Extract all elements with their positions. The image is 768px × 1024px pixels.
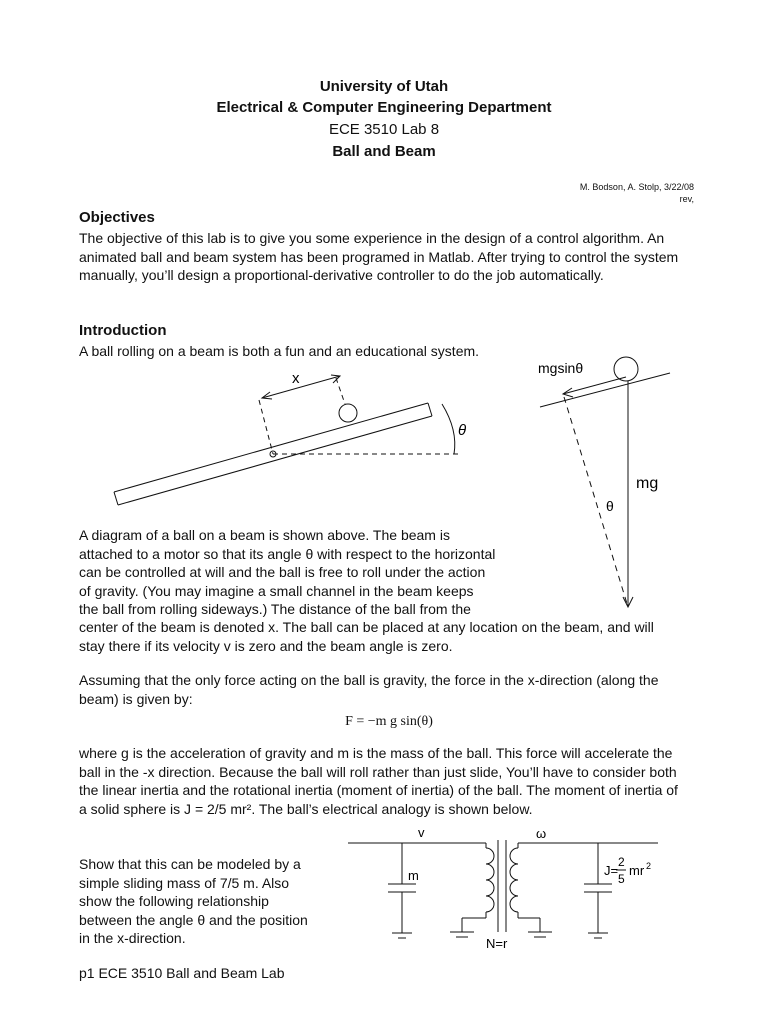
diagram-line: the ball from rolling sideways.) The distance of the ball from the xyxy=(79,601,471,617)
diagram-line: A diagram of a ball on a beam is shown above. The beam is xyxy=(79,527,450,543)
lab-title: Ball and Beam xyxy=(332,143,436,160)
x-arrow xyxy=(262,375,340,399)
label-frac-num: 2 xyxy=(618,855,625,869)
diagram-description xyxy=(79,526,539,619)
label-turns-ratio: N=r xyxy=(486,936,508,950)
gravity-paragraph: where g is the acceleration of gravity and m is the mass of the ball. This force will accelerate the ball in the -x direction. Because the ball will roll rather than just slide, You’ll have to consider both the linear inertia and the rotational inertia (moment of inertia) of the ball. The moment of inertia of a solid sphere is J = 2/5 mr². The ball’s electrical analogy is shown below. xyxy=(79,745,678,817)
objectives-text: The objective of this lab is to give you some experience in the design of a control algorithm. An animated ball and beam system has been programed in Matlab. After trying to control the system manually, you’ll design a proportional-derivative controller to do the job automatically. xyxy=(79,230,679,283)
author-block xyxy=(580,181,694,205)
model-line: show the following relationship xyxy=(79,893,269,909)
label-sup: 2 xyxy=(646,861,652,871)
label-mgsin: mgsinθ xyxy=(538,360,584,376)
objectives-heading: Objectives xyxy=(79,209,155,226)
model-paragraph xyxy=(79,855,339,948)
diagram-line: attached to a motor so that its angle θ with respect to the horizontal xyxy=(79,545,496,562)
mg-arrow xyxy=(623,381,633,607)
model-line: Show that this can be modeled by a xyxy=(79,856,301,872)
label-theta: θ xyxy=(458,422,467,439)
author-line: M. Bodson, A. Stolp, 3/22/08 xyxy=(579,182,694,192)
force-diagram xyxy=(530,355,680,615)
page-footer: p1 ECE 3510 Ball and Beam Lab xyxy=(79,965,285,981)
university-title: University of Utah xyxy=(319,78,449,95)
label-m: m xyxy=(408,868,419,883)
department-title: Electrical & Computer Engineering Department xyxy=(216,99,552,116)
label-frac-den: 5 xyxy=(618,872,625,886)
force-equation: F = −m g sin(θ) xyxy=(345,714,433,729)
model-line: between the angle θ and the position xyxy=(79,911,308,928)
introduction-heading: Introduction xyxy=(79,322,167,339)
diagram-line: can be controlled at will and the ball is free to roll under the action xyxy=(79,564,486,580)
label-x: x xyxy=(292,370,300,387)
label-mg: mg xyxy=(636,475,659,492)
label-theta-force: θ xyxy=(606,498,614,514)
label-v: v xyxy=(418,828,425,840)
ball xyxy=(339,404,357,422)
force-paragraph: Assuming that the only force acting on the ball is gravity, the force in the x-direction (along the beam) is given by: xyxy=(79,672,659,707)
ball-beam-diagram xyxy=(100,360,490,520)
rev-line: rev, xyxy=(679,194,694,204)
diagram-description-cont: center of the beam is denoted x. The ball can be placed at any location on the beam, and will stay there if its velocity v is zero and the beam angle is zero. xyxy=(79,619,654,654)
course-title: ECE 3510 Lab 8 xyxy=(328,121,440,138)
intro-line: A ball rolling on a beam is both a fun and an educational system. xyxy=(79,343,480,359)
angle-arc xyxy=(442,404,455,454)
label-mr: mr xyxy=(629,863,645,878)
model-line: in the x-direction. xyxy=(79,930,186,946)
label-omega: ω xyxy=(536,828,547,841)
component-dashed-line xyxy=(564,397,628,607)
model-line: simple sliding mass of 7/5 m. Also xyxy=(79,874,290,891)
electrical-analogy-circuit xyxy=(340,828,680,950)
incline-line xyxy=(540,373,670,407)
label-J: J= xyxy=(604,863,619,878)
diagram-line: of gravity. (You may imagine a small channel in the beam keeps xyxy=(79,582,474,599)
